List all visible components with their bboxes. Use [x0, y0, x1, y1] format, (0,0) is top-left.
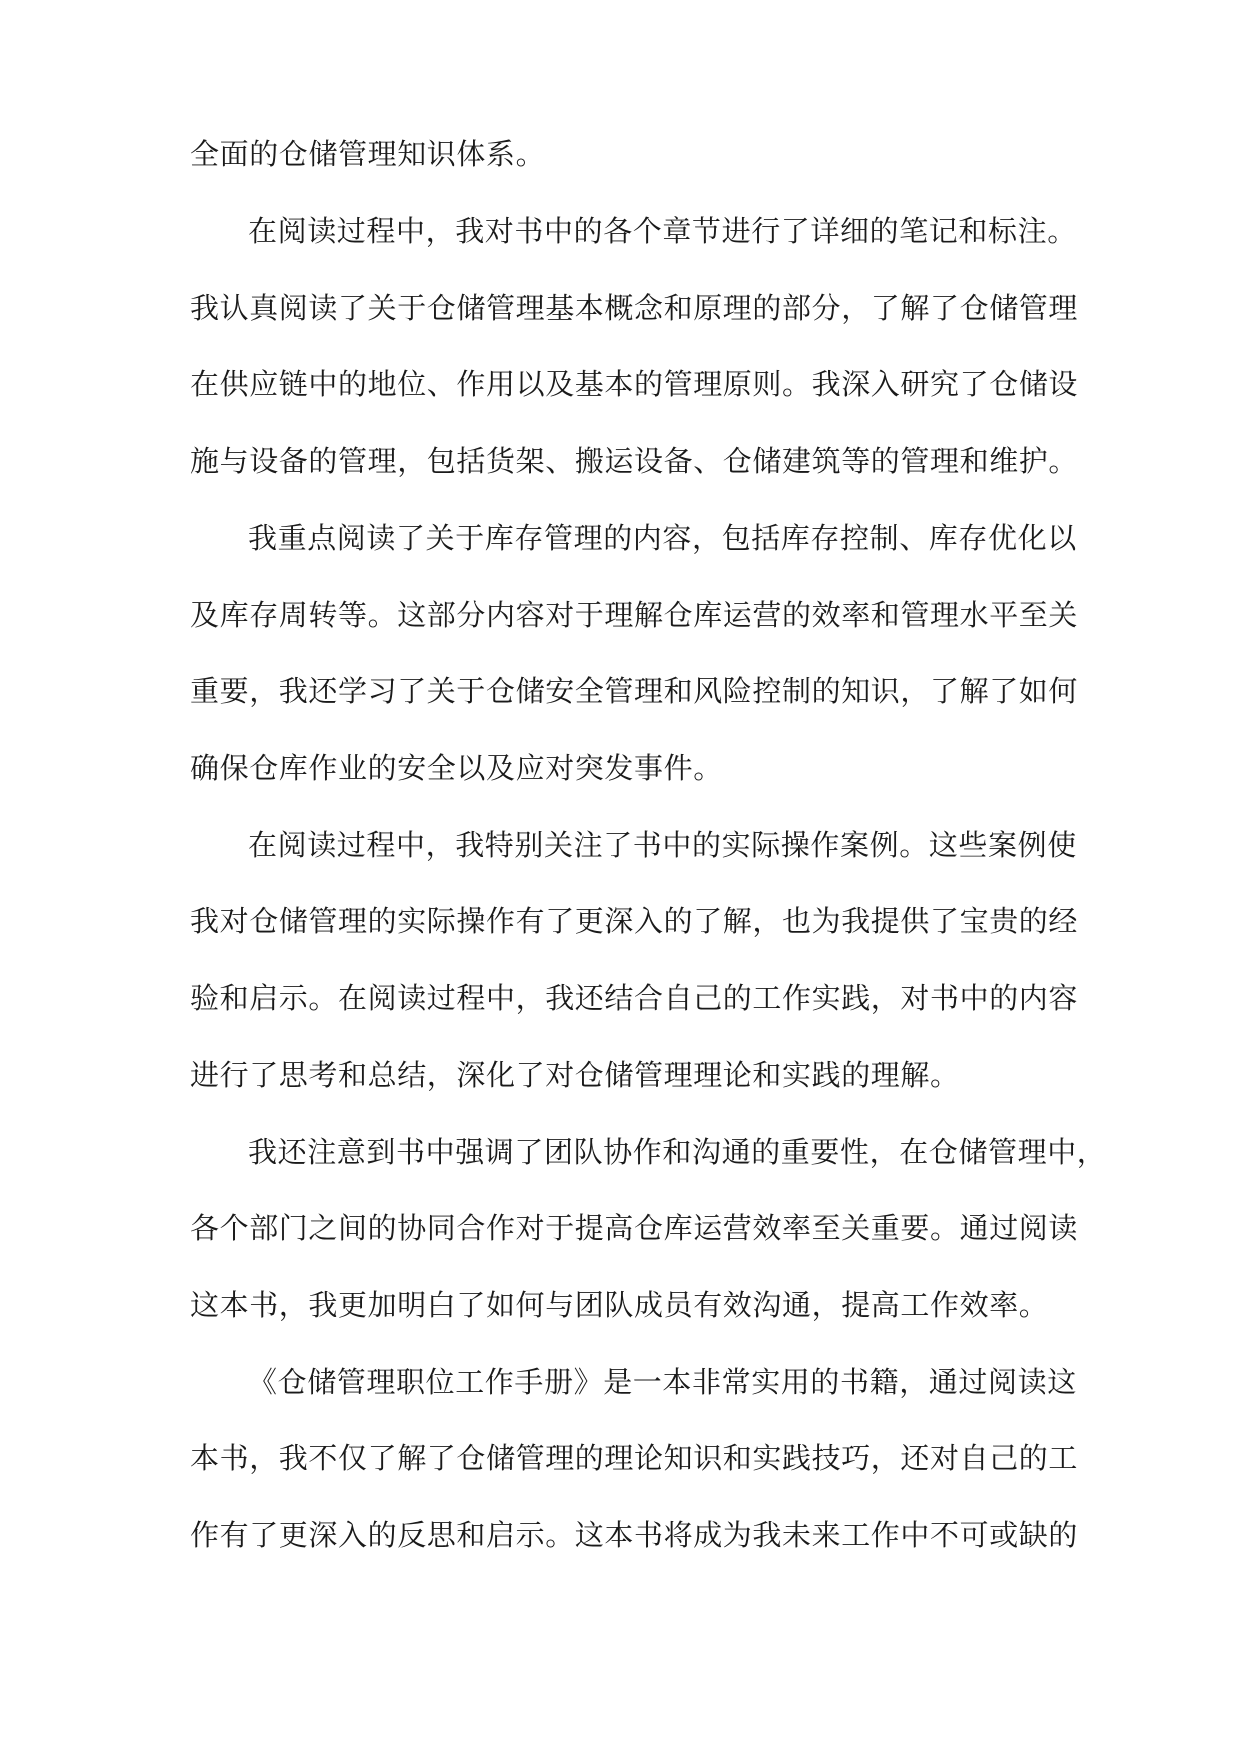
text-line: 重要，我还学习了关于仓储安全管理和风险控制的知识，了解了如何 [190, 674, 1079, 708]
text-line: 在供应链中的地位、作用以及基本的管理原则。我深入研究了仓储设 [190, 367, 1079, 401]
text-line: 《仓储管理职位工作手册》是一本非常实用的书籍，通过阅读这 [248, 1365, 1077, 1399]
text-line: 全面的仓储管理知识体系。 [190, 137, 546, 171]
text-line: 确保仓库作业的安全以及应对突发事件。 [190, 751, 723, 785]
text-line: 这本书，我更加明白了如何与团队成员有效沟通，提高工作效率。 [190, 1288, 1049, 1322]
text-line: 验和启示。在阅读过程中，我还结合自己的工作实践，对书中的内容 [190, 981, 1079, 1015]
text-line: 进行了思考和总结，深化了对仓储管理理论和实践的理解。 [190, 1058, 960, 1092]
text-line: 我对仓储管理的实际操作有了更深入的了解，也为我提供了宝贵的经 [190, 904, 1079, 938]
text-line: 我认真阅读了关于仓储管理基本概念和原理的部分，了解了仓储管理 [190, 291, 1079, 325]
text-line: 本书，我不仅了解了仓储管理的理论知识和实践技巧，还对自己的工 [190, 1441, 1079, 1475]
text-line: 在阅读过程中，我对书中的各个章节进行了详细的笔记和标注。 [248, 214, 1077, 248]
text-line: 我还注意到书中强调了团队协作和沟通的重要性，在仓储管理中， [248, 1135, 1107, 1169]
text-line: 在阅读过程中，我特别关注了书中的实际操作案例。这些案例使 [248, 828, 1077, 862]
text-line: 我重点阅读了关于库存管理的内容，包括库存控制、库存优化以 [248, 521, 1077, 555]
text-line: 施与设备的管理，包括货架、搬运设备、仓储建筑等的管理和维护。 [190, 444, 1079, 478]
text-line: 各个部门之间的协同合作对于提高仓库运营效率至关重要。通过阅读 [190, 1211, 1079, 1245]
text-line: 作有了更深入的反思和启示。这本书将成为我未来工作中不可或缺的 [190, 1518, 1079, 1552]
text-line: 及库存周转等。这部分内容对于理解仓库运营的效率和管理水平至关 [190, 598, 1079, 632]
